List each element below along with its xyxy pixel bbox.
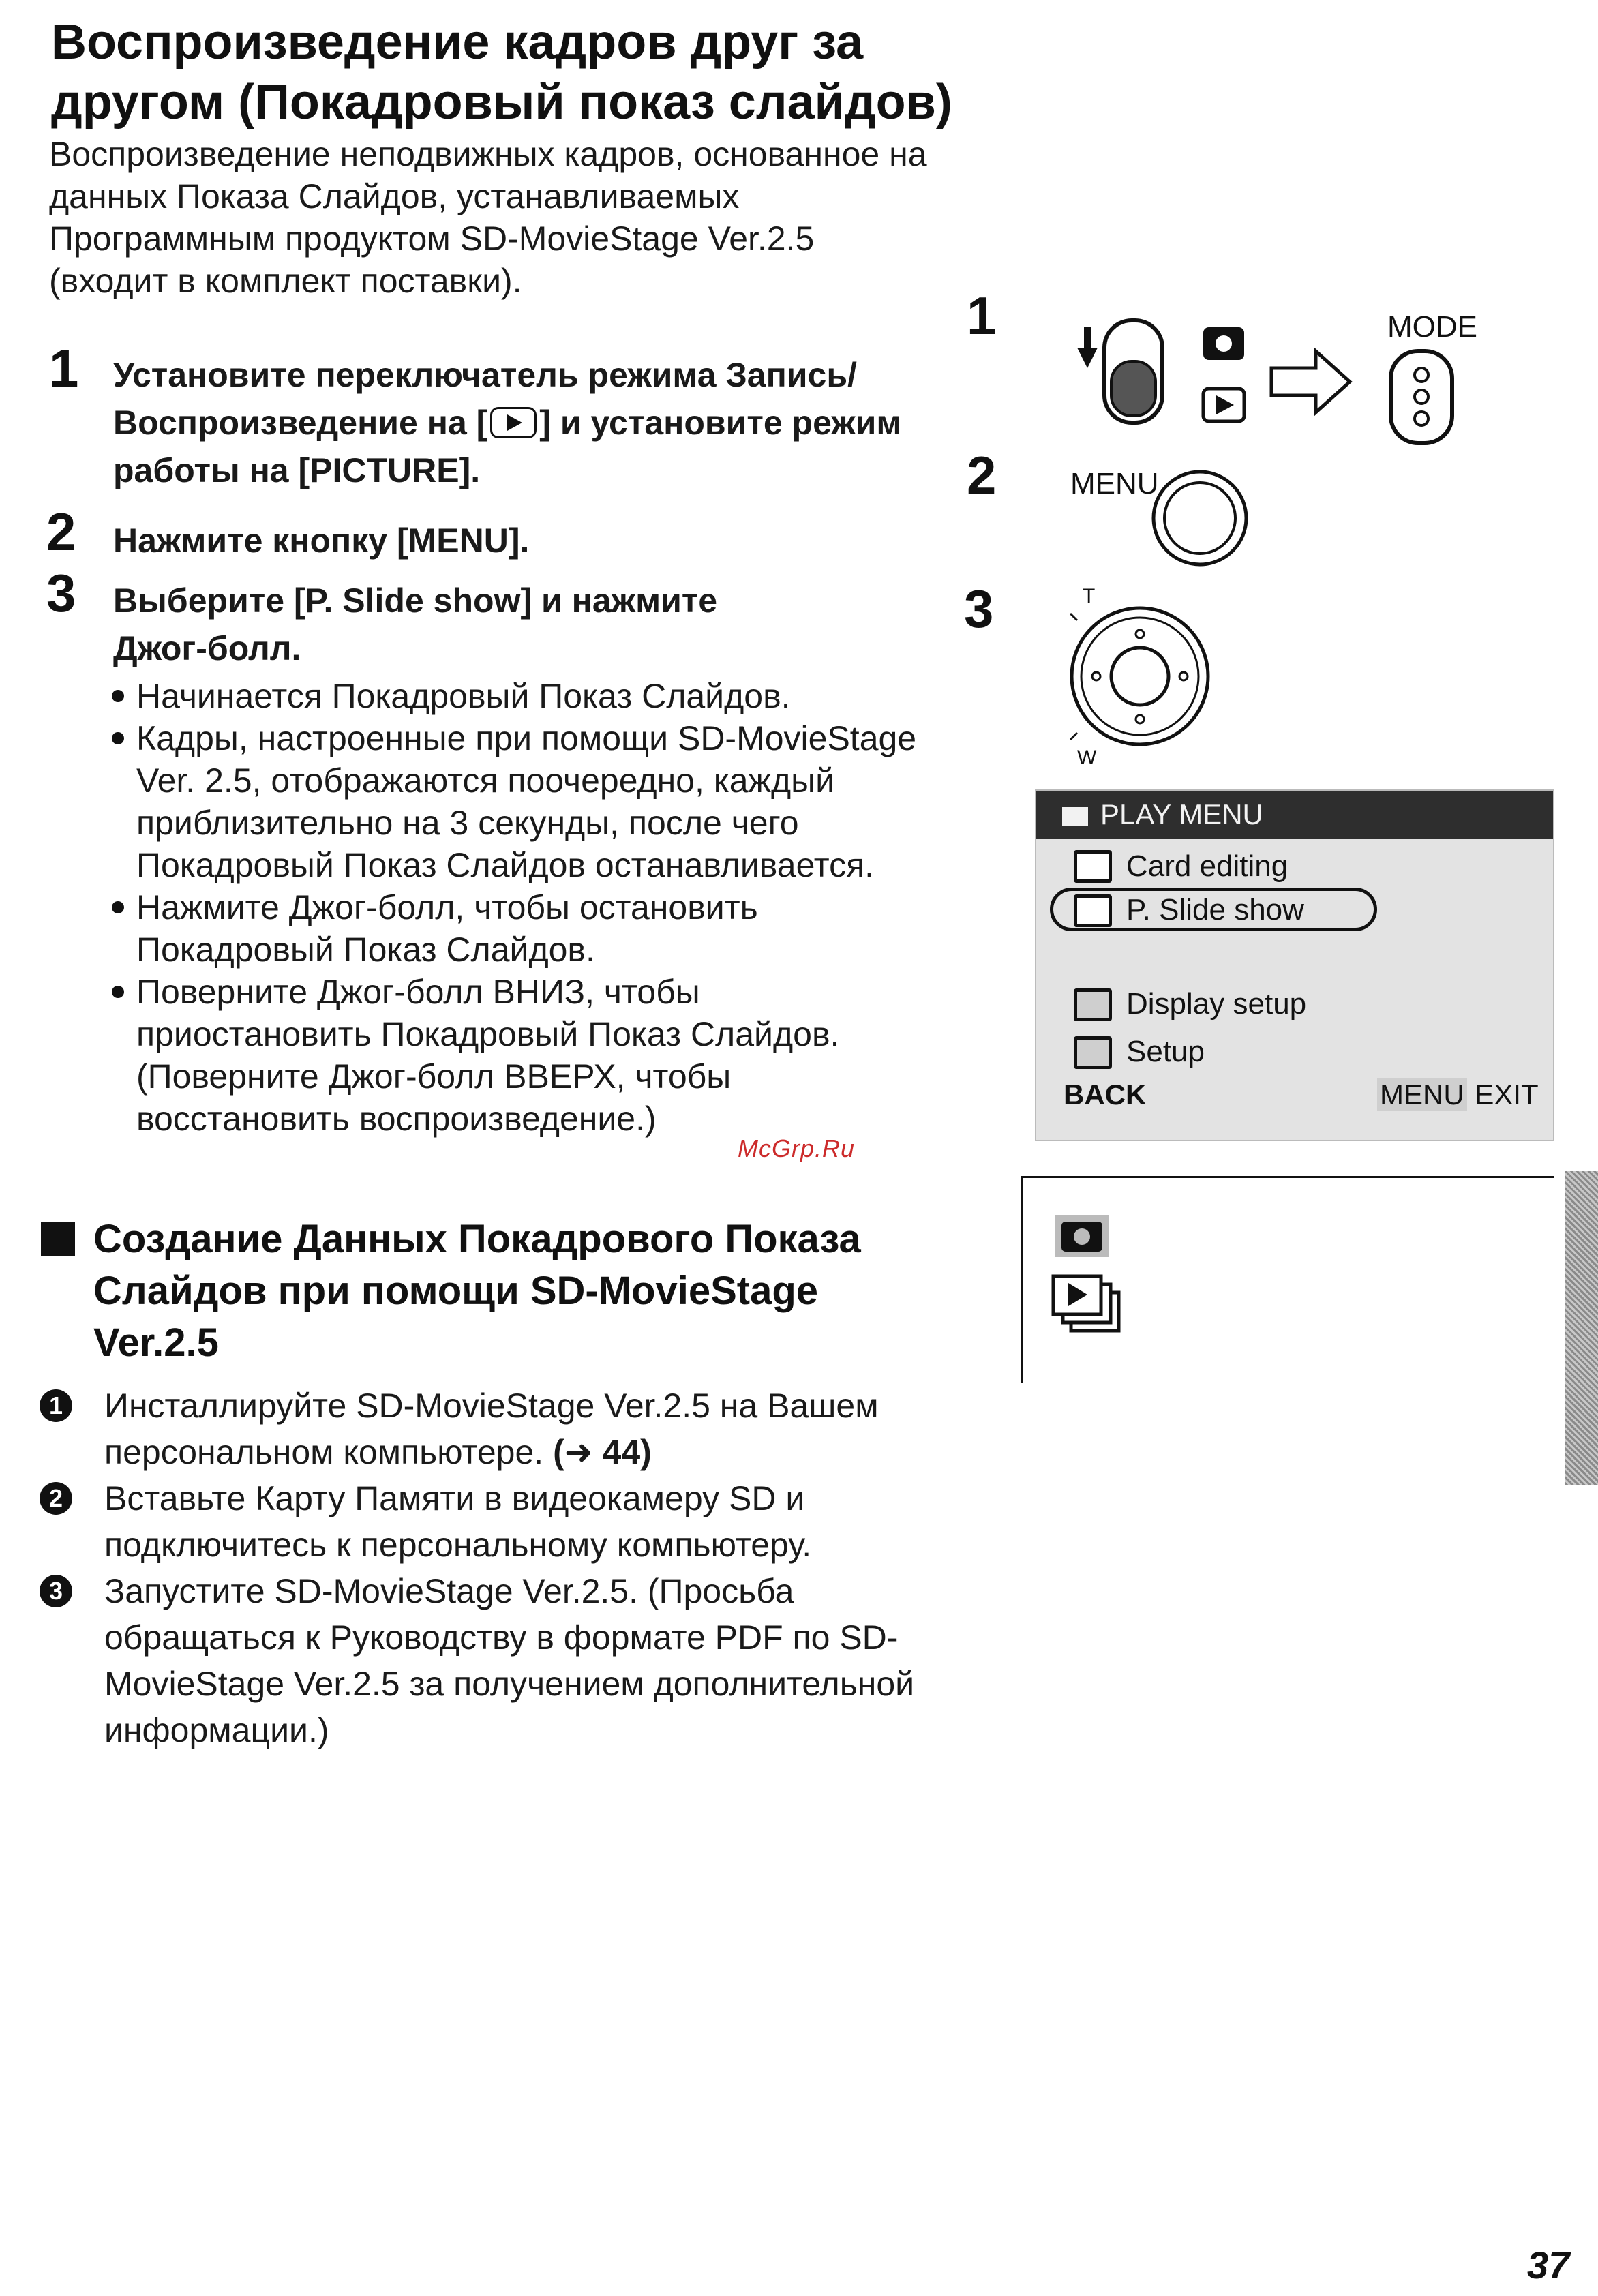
list-item bbox=[40, 1568, 967, 1753]
step-3-number: 3 bbox=[46, 563, 76, 623]
circled-number: 2 bbox=[40, 1482, 72, 1515]
slide-show-icon bbox=[1053, 1276, 1119, 1331]
menu-item-setup[interactable]: Setup bbox=[1126, 1035, 1205, 1068]
step-1-number: 1 bbox=[49, 338, 79, 398]
page-title: Воспроизведение кадров друг за другом (Покадровый показ слайдов) bbox=[51, 15, 952, 130]
mode-legend-box bbox=[1021, 1176, 1554, 1383]
list-item bbox=[40, 1383, 967, 1475]
menu-button-icon bbox=[1145, 464, 1254, 573]
list-item-text: Инсталлируйте SD-MovieStage Ver.2.5 на Вашем персональном компьютере. bbox=[104, 1387, 879, 1471]
card-editing-icon bbox=[1074, 850, 1112, 883]
bullet-item: Поверните Джог-болл ВНИЗ, чтобы приостановить Покадровый Показ Слайдов. (Поверните Джог-болл ВВЕРХ, чтобы восстановить воспроизведение.) bbox=[109, 971, 941, 1140]
play-mode-icon bbox=[490, 407, 537, 438]
step-2-text: Нажмите кнопку [MENU]. bbox=[113, 522, 530, 560]
play-icon bbox=[1203, 389, 1244, 421]
bullet-item: Начинается Покадровый Показ Слайдов. bbox=[109, 675, 941, 717]
menu-item-card-editing[interactable]: Card editing bbox=[1126, 849, 1288, 883]
side-tab-shading bbox=[1565, 1171, 1598, 1485]
page-reference: (➜ 44) bbox=[553, 1433, 652, 1471]
exit-label: EXIT bbox=[1475, 1078, 1539, 1111]
section-list bbox=[40, 1383, 967, 1753]
zoom-w-label: W bbox=[1077, 746, 1097, 769]
circled-number: 3 bbox=[40, 1575, 72, 1607]
camera-icon bbox=[1062, 807, 1088, 826]
zoom-t-label: T bbox=[1083, 585, 1096, 607]
circled-number: 1 bbox=[40, 1389, 72, 1422]
slide-show-icon bbox=[1074, 894, 1112, 927]
step-1-text bbox=[113, 351, 952, 494]
section-marker bbox=[41, 1222, 75, 1256]
diagram-step-3: 3 bbox=[964, 579, 994, 639]
list-item-text: Запустите SD-MovieStage Ver.2.5. (Просьба обращаться к Руководству в формате PDF по SD-MovieStage Ver.2.5 за получением дополнительной информации.) bbox=[104, 1572, 915, 1749]
play-menu-screen bbox=[1035, 789, 1554, 1141]
step-2-number: 2 bbox=[46, 502, 76, 562]
down-arrow-icon bbox=[1077, 327, 1098, 368]
mode-label: MODE bbox=[1387, 310, 1477, 344]
menu-label: MENU bbox=[1070, 467, 1159, 500]
camera-icon bbox=[1203, 327, 1244, 360]
menu-header bbox=[1036, 791, 1553, 839]
list-item bbox=[40, 1475, 967, 1568]
watermark: McGrp.Ru bbox=[738, 1134, 856, 1162]
menu-header-title: PLAY MENU bbox=[1100, 798, 1263, 830]
diagram-step-2: 2 bbox=[967, 445, 997, 505]
menu-item-display-setup[interactable]: Display setup bbox=[1126, 987, 1307, 1021]
menu-item-p-slide-show[interactable]: P. Slide show bbox=[1126, 893, 1304, 926]
jog-ball-icon bbox=[1064, 600, 1227, 757]
page-number: 37 bbox=[1527, 2244, 1570, 2286]
camera-icon bbox=[1055, 1215, 1109, 1257]
diagram-step-1: 1 bbox=[967, 286, 997, 346]
bullet-item: Нажмите Джог-болл, чтобы остановить Покадровый Показ Слайдов. bbox=[109, 886, 941, 971]
step-1-text-before: Установите переключатель режима Запись/ Воспроизведение на [ bbox=[113, 356, 857, 442]
mode-dial-icon bbox=[1391, 351, 1452, 443]
right-arrow-icon bbox=[1271, 351, 1350, 412]
step-3-text: Выберите [P. Slide show] и нажмите Джог-болл. bbox=[113, 581, 718, 667]
display-setup-icon bbox=[1074, 988, 1112, 1021]
switch-icon bbox=[1104, 320, 1162, 423]
back-label[interactable]: BACK bbox=[1064, 1078, 1147, 1111]
step-1-text-after: ] и установите режим работы на [PICTURE]. bbox=[113, 404, 902, 489]
step-3-bullets bbox=[109, 675, 941, 1140]
section-title: Создание Данных Покадрового Показа Слайдов при помощи SD-MovieStage Ver.2.5 bbox=[93, 1217, 861, 1365]
legend-icons bbox=[1049, 1211, 1124, 1340]
list-item-text: Вставьте Карту Памяти в видеокамеру SD и подключитесь к персональному компьютеру. bbox=[104, 1479, 812, 1564]
intro-paragraph: Воспроизведение неподвижных кадров, основанное на данных Показа Слайдов, устанавливаемых Программным продуктом SD-MovieStage Ver.2.5 (входит в комплект поставки). bbox=[49, 135, 927, 300]
setup-icon bbox=[1074, 1036, 1112, 1069]
menu-key-label: MENU bbox=[1377, 1078, 1467, 1111]
exit-control[interactable] bbox=[1377, 1078, 1539, 1111]
bullet-item: Кадры, настроенные при помощи SD-MovieStage Ver. 2.5, отображаются поочередно, каждый приблизительно на 3 секунды, после чего Покадровый Показ Слайдов останавливается. bbox=[109, 717, 941, 886]
